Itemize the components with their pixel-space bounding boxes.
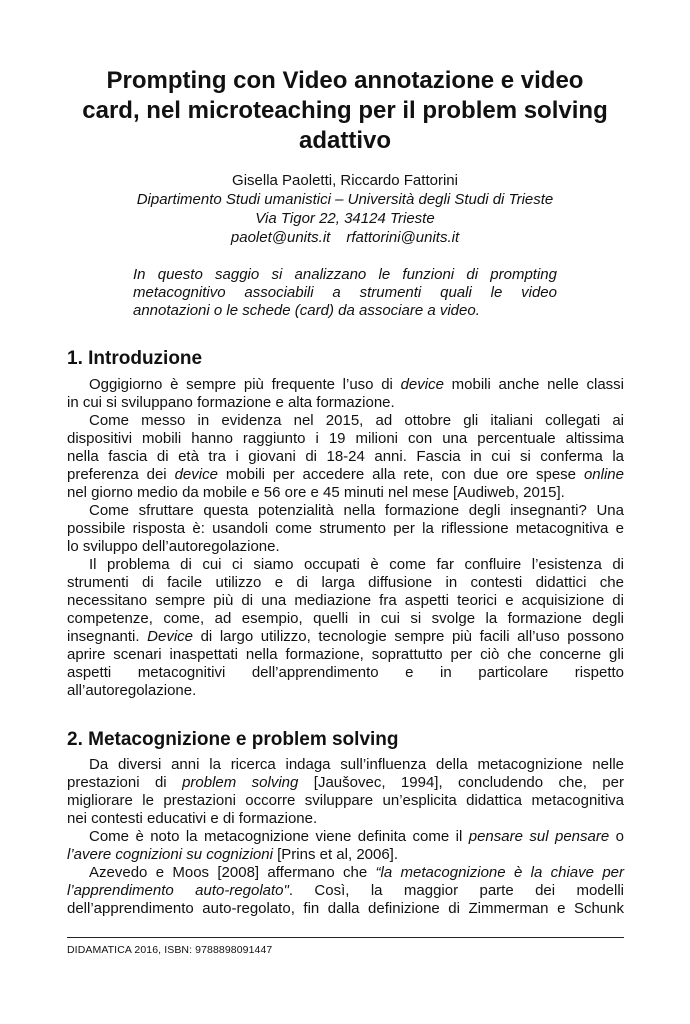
text: lo sviluppo dell’autoregolazione. bbox=[67, 538, 280, 555]
emphasis: Device bbox=[147, 628, 193, 645]
text: nel giorno medio da mobile e 56 ore e 45 minuti nel mese [Audiweb, 2015]. bbox=[67, 484, 565, 501]
author-emails bbox=[60, 228, 630, 247]
emphasis: l’avere cognizioni su cognizioni bbox=[67, 846, 273, 863]
author-names: Gisella Paoletti, Riccardo Fattorini bbox=[232, 172, 458, 189]
emphasis: pensare sul pensare bbox=[468, 828, 610, 845]
text: Azevedo e Moos [2008] affermano che bbox=[89, 864, 376, 881]
text: [Jaušovec, 1994], concludendo che, per bbox=[298, 774, 624, 791]
paper-title bbox=[60, 66, 630, 156]
text: prestazioni di bbox=[67, 774, 183, 791]
text: aprire scenari inaspettati nella formazione, soprattutto per ciò che concerne gli bbox=[67, 646, 624, 663]
text: strumenti di facile utilizzo e di larga diffusione in contesti didattici che bbox=[67, 574, 624, 591]
emphasis: l’apprendimento auto-regolato" bbox=[67, 882, 289, 899]
text: Come messo in evidenza nel 2015, ad ottobre gli italiani collegati ai bbox=[89, 412, 624, 429]
emphasis: device bbox=[400, 376, 444, 393]
text: nella fascia di età tra i giovani di 18-24 anni. Fascia in cui si conferma la bbox=[67, 448, 624, 465]
text: Come sfruttare questa potenzialità nella formazione degli insegnanti? Una bbox=[89, 502, 624, 519]
text: necessitano sempre più di una mediazione fra aspetti teorici e acquisizione di bbox=[67, 592, 624, 609]
text: dispositivi mobili hanno raggiunto i 19 milioni con una percentuale altissima bbox=[67, 430, 624, 447]
text: competenze, come, ad esempio, quelli in cui si svolge la formazione degli bbox=[67, 610, 624, 627]
paragraph bbox=[67, 864, 624, 918]
text: mobili per accedere alla rete, con due ore spese bbox=[217, 466, 584, 483]
emphasis: device bbox=[174, 466, 218, 483]
author-block bbox=[60, 171, 630, 247]
emphasis: “la metacognizione è la chiave per bbox=[375, 864, 624, 881]
section-heading-introduzione: 1. Introduzione bbox=[67, 348, 203, 369]
abstract bbox=[133, 266, 557, 320]
paragraph bbox=[67, 412, 624, 502]
text: all’autoregolazione. bbox=[67, 682, 197, 699]
emphasis: online bbox=[583, 466, 624, 483]
affiliation-line: Dipartimento Studi umanistici – Università degli Studi di Trieste bbox=[136, 191, 554, 208]
footer-citation: DIDAMATICA 2016, ISBN: 9788898091447 bbox=[67, 944, 273, 956]
title-line: card, nel microteaching per il problem solving bbox=[82, 97, 608, 124]
text: insegnanti. bbox=[67, 628, 148, 645]
emphasis: problem solving bbox=[182, 774, 299, 791]
title-line: adattivo bbox=[298, 127, 391, 154]
paragraph bbox=[67, 502, 624, 556]
affiliation-line: Via Tigor 22, 34124 Trieste bbox=[255, 210, 435, 227]
abstract-line: annotazioni o le schede (card) da associare a video. bbox=[133, 302, 480, 319]
text: . Così, la maggior parte dei modelli bbox=[288, 882, 625, 899]
section-heading-metacognizione: 2. Metacognizione e problem solving bbox=[67, 729, 399, 750]
text: migliorare le prestazioni occorre sviluppare un’esplicita didattica metacognitiva bbox=[67, 792, 624, 809]
text: di largo utilizzo, tecnologie sempre più facili all’uso possono bbox=[193, 628, 624, 645]
paragraph bbox=[67, 376, 624, 412]
text: Oggigiorno è sempre più frequente l’uso di bbox=[89, 376, 401, 393]
text: possibile risposta è: usandoli come strumento per la riflessione metacognitiva e bbox=[67, 520, 624, 537]
text: o bbox=[609, 828, 624, 845]
text: in cui si sviluppano formazione e alta formazione. bbox=[67, 394, 395, 411]
text: preferenza dei bbox=[67, 466, 175, 483]
paragraph bbox=[67, 756, 624, 828]
text: Il problema di cui ci siamo occupati è come far confluire l’esistenza di bbox=[89, 556, 624, 573]
text: Come è noto la metacognizione viene definita come il bbox=[89, 828, 469, 845]
title-line: Prompting con Video annotazione e video bbox=[106, 67, 584, 94]
footer-divider bbox=[67, 937, 624, 938]
email-link[interactable]: rfattorini@units.it bbox=[346, 229, 460, 246]
text: mobili anche nelle classi bbox=[443, 376, 624, 393]
text: [Prins et al, 2006]. bbox=[272, 846, 399, 863]
text: nei contesti educativi e di formazione. bbox=[67, 810, 318, 827]
text: aspetti metacognitivi dell’apprendimento e in particolare rispetto bbox=[67, 664, 624, 681]
email-link[interactable]: paolet@units.it bbox=[230, 229, 331, 246]
paragraph bbox=[67, 828, 624, 864]
text: Da diversi anni la ricerca indaga sull’influenza della metacognizione nelle bbox=[89, 756, 624, 773]
paragraph bbox=[67, 556, 624, 700]
abstract-line: In questo saggio si analizzano le funzioni di prompting bbox=[133, 266, 557, 283]
abstract-line: metacognitivo associabili a strumenti quali le video bbox=[133, 284, 557, 301]
text: dell’apprendimento auto-regolato, fin dalla definizione di Zimmerman e Schunk bbox=[67, 900, 624, 917]
